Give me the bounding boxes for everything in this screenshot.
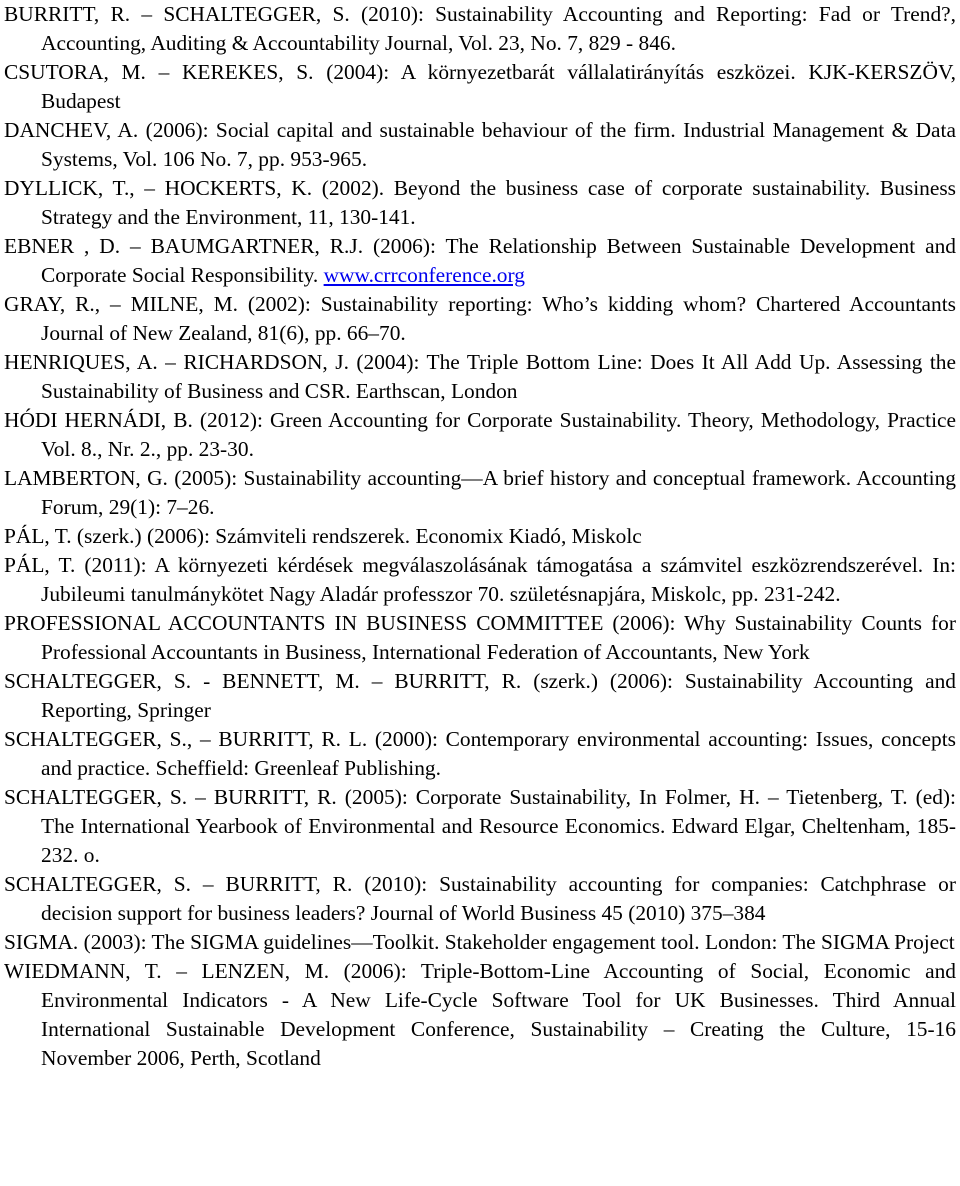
reference-item: SCHALTEGGER, S. – BURRITT, R. (2010): Sustainability accounting for companies: Catchphrase or decision support for business leaders? Journal of World Business 45 (2010) 375–384 xyxy=(4,872,956,925)
reference-item: DYLLICK, T., – HOCKERTS, K. (2002). Beyond the business case of corporate sustainability. Business Strategy and the Environment, 11, 130-141. xyxy=(4,176,956,229)
reference-item: SIGMA. (2003): The SIGMA guidelines—Toolkit. Stakeholder engagement tool. London: The SIGMA Project xyxy=(4,930,955,954)
reference-item: HÓDI HERNÁDI, B. (2012): Green Accounting for Corporate Sustainability. Theory, Methodology, Practice Vol. 8., Nr. 2., pp. 23-30. xyxy=(4,408,956,461)
reference-item: PÁL, T. (2011): A környezeti kérdések megválaszolásának támogatása a számvitel eszközrendszerével. In: Jubileumi tanulmánykötet Nagy Aladár professzor 70. születésnapjára, Miskolc, pp. 231-242. xyxy=(4,553,956,606)
reference-item: LAMBERTON, G. (2005): Sustainability accounting—A brief history and conceptual framework. Accounting Forum, 29(1): 7–26. xyxy=(4,466,956,519)
reference-item: PÁL, T. (szerk.) (2006): Számviteli rendszerek. Economix Kiadó, Miskolc xyxy=(4,524,642,548)
reference-text: EBNER , D. – BAUMGARTNER, R.J. (2006): The Relationship Between Sustainable Development and Corporate Social Responsibility. xyxy=(4,234,956,287)
reference-item: BURRITT, R. – SCHALTEGGER, S. (2010): Sustainability Accounting and Reporting: Fad or Trend?, Accounting, Auditing & Accountability Journal, Vol. 23, No. 7, 829 - 846. xyxy=(4,2,956,55)
reference-list xyxy=(4,0,956,1073)
conference-link[interactable]: www.crrconference.org xyxy=(323,263,525,287)
reference-item: SCHALTEGGER, S., – BURRITT, R. L. (2000): Contemporary environmental accounting: Issues, concepts and practice. Scheffield: Greenleaf Publishing. xyxy=(4,727,956,780)
reference-item: SCHALTEGGER, S. – BURRITT, R. (2005): Corporate Sustainability, In Folmer, H. – Tietenberg, T. (ed): The International Yearbook of Environmental and Resource Economics. Edward Elgar, Cheltenham, 185-232. o. xyxy=(4,785,956,867)
reference-item: WIEDMANN, T. – LENZEN, M. (2006): Triple-Bottom-Line Accounting of Social, Economic and Environmental Indicators - A New Life-Cycle Software Tool for UK Businesses. Third Annual International Sustainable Development Conference, Sustainability – Creating the Culture, 15-16 November 2006, Perth, Scotland xyxy=(4,959,956,1070)
reference-item: SCHALTEGGER, S. - BENNETT, M. – BURRITT, R. (szerk.) (2006): Sustainability Accounting and Reporting, Springer xyxy=(4,669,956,722)
reference-item xyxy=(4,232,956,290)
reference-item: DANCHEV, A. (2006): Social capital and sustainable behaviour of the firm. Industrial Management & Data Systems, Vol. 106 No. 7, pp. 953-965. xyxy=(4,118,956,171)
reference-item: CSUTORA, M. – KEREKES, S. (2004): A környezetbarát vállalatirányítás eszközei. KJK-KERSZÖV, Budapest xyxy=(4,60,956,113)
reference-item: GRAY, R., – MILNE, M. (2002): Sustainability reporting: Who’s kidding whom? Chartered Accountants Journal of New Zealand, 81(6), pp. 66–70. xyxy=(4,292,956,345)
reference-item: HENRIQUES, A. – RICHARDSON, J. (2004): The Triple Bottom Line: Does It All Add Up. Assessing the Sustainability of Business and CSR. Earthscan, London xyxy=(4,350,956,403)
reference-item: PROFESSIONAL ACCOUNTANTS IN BUSINESS COMMITTEE (2006): Why Sustainability Counts for Professional Accountants in Business, International Federation of Accountants, New York xyxy=(4,611,956,664)
